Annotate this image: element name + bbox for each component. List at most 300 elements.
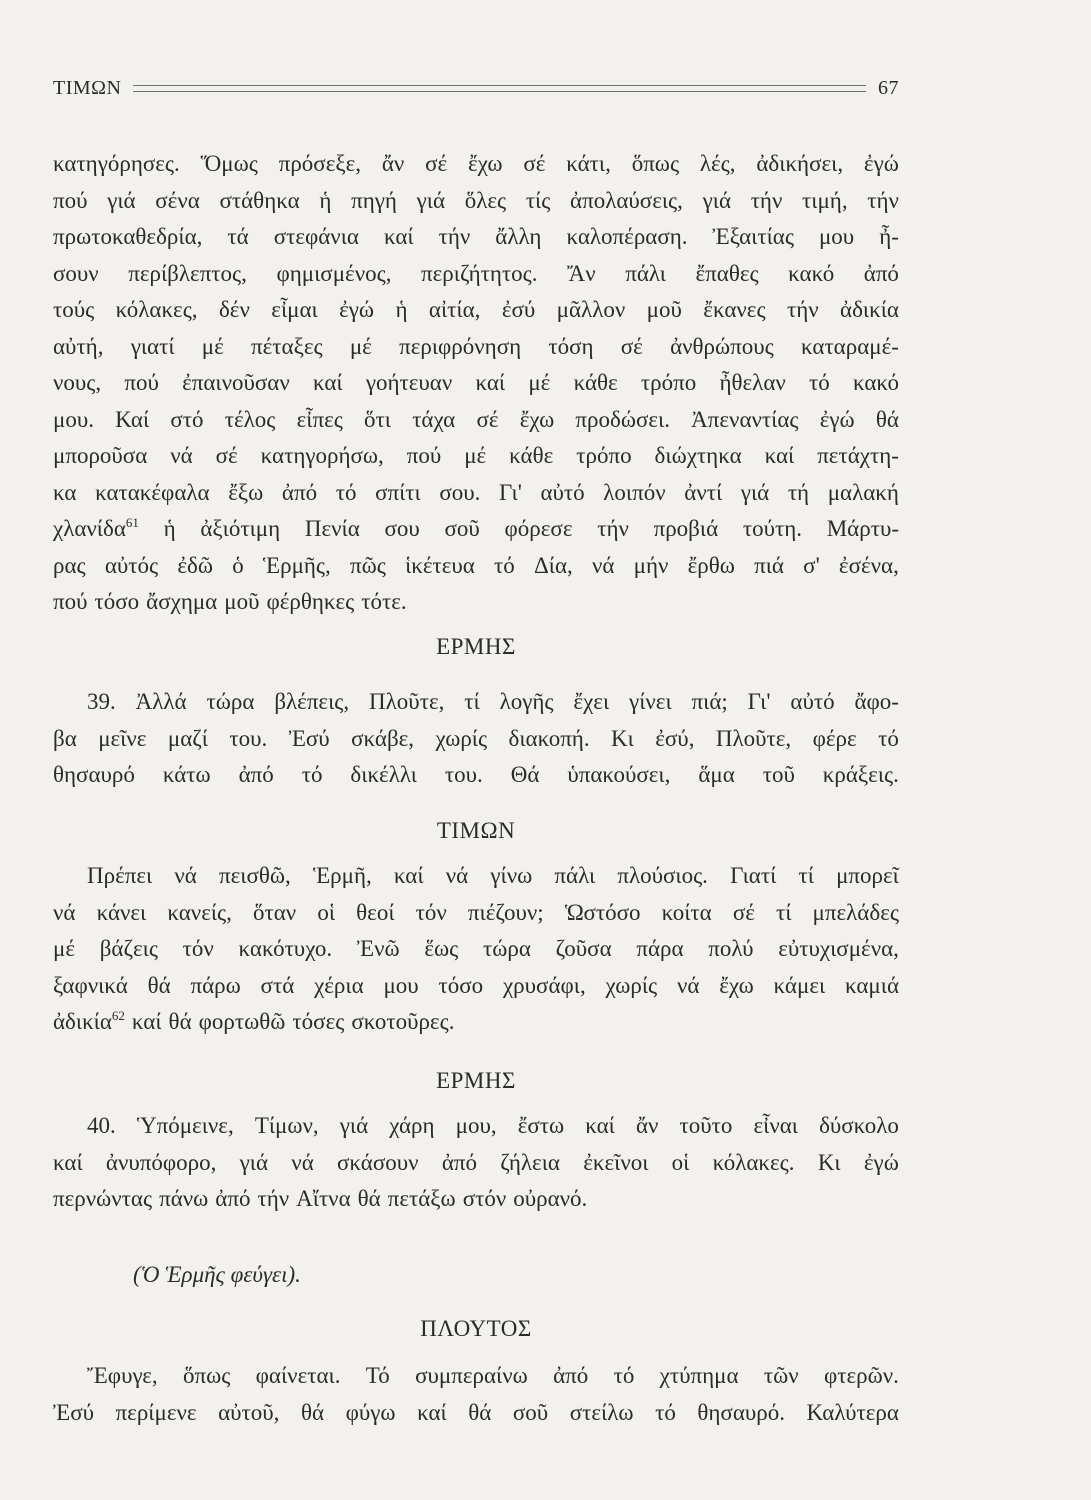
word: πεισθῶ, [219, 863, 291, 888]
word: μᾶλλον [556, 297, 626, 322]
word: καί [585, 1113, 615, 1138]
word: Ὑπόμεινε, [136, 1113, 234, 1138]
speaker-heading-timon: ΤΙΜΩΝ [436, 818, 516, 843]
word: πιά; [691, 689, 728, 714]
word: κάθε [509, 443, 554, 468]
word: πού [53, 589, 88, 614]
text-line [53, 183, 899, 220]
text-line [53, 1395, 899, 1432]
word: τά [227, 224, 249, 249]
word: τέλος [224, 406, 276, 432]
word: σέ [523, 151, 546, 176]
word: σέ [476, 406, 499, 432]
word: θά [168, 1009, 192, 1034]
text-line [53, 438, 899, 475]
word: ὅταν [253, 899, 297, 925]
speaker-heading-ploutos: ΠΛΟΥΤΟΣ [420, 1316, 532, 1341]
word: ἀξιότιμη [200, 516, 281, 541]
word: μπελάδες [812, 899, 899, 925]
word: χωρίς [435, 725, 488, 751]
stage-direction: (Ὁ Ἑρμῆς φεύγει). [133, 1262, 301, 1287]
word: ἀπό [281, 479, 318, 505]
word: καί [764, 443, 795, 468]
word: Ὅμως [200, 151, 258, 176]
word: θά [875, 406, 899, 432]
word: θησαυρό. [697, 1399, 785, 1425]
word: τρόπο [576, 443, 632, 468]
word: ἔρθω [687, 552, 735, 578]
word: φύγω [345, 1399, 396, 1425]
text-line [53, 548, 899, 585]
word: φημισμένος, [276, 260, 392, 286]
word: ἀντί [684, 479, 723, 505]
word: τότε. [361, 589, 407, 614]
word: καί [383, 224, 414, 249]
word: πλούσιος. [617, 863, 708, 888]
word: αὐτοῦ, [218, 1399, 280, 1425]
running-head [53, 74, 899, 102]
word: δικέλλι [350, 762, 417, 787]
word: Ἀλλά [135, 689, 187, 714]
word: πηγή [351, 187, 397, 213]
word: χωρίς [605, 972, 658, 998]
word: τί [464, 689, 480, 714]
word: τήν [257, 1186, 290, 1211]
word: Κι [611, 725, 634, 751]
word: κακότυχο. [238, 936, 333, 961]
word: ἡ [163, 516, 176, 541]
word: κατηγόρησες. [53, 151, 180, 176]
word: κατηγορήσω, [260, 443, 384, 468]
word: πρόσεξε, [278, 151, 362, 176]
word: ἀδικία [840, 297, 899, 322]
word: Ἐσύ [53, 1399, 94, 1425]
word: μοῦ [224, 589, 260, 614]
word: Ἄν [567, 260, 596, 286]
word: αὐτό [790, 689, 835, 714]
word: πετάχτη- [817, 443, 899, 468]
word: καμιά [844, 972, 899, 998]
word: οἱ [317, 899, 336, 925]
word: Καλύτερα [806, 1399, 899, 1425]
word: ὁ [232, 552, 244, 578]
word: τιμή, [802, 187, 848, 213]
word: νά [591, 552, 615, 578]
text-line [53, 1181, 899, 1218]
word: σοῦ [444, 516, 480, 541]
word: σένα [155, 187, 200, 213]
word: κοίτα [661, 899, 712, 925]
word: εἶπες [296, 406, 343, 432]
page-number: 67 [878, 76, 899, 99]
word: τίς [525, 187, 551, 213]
word: πού [124, 370, 159, 395]
word: ἀπολαύσεις, [570, 187, 683, 213]
word: μέ [201, 333, 224, 359]
word: σέ [732, 899, 755, 925]
word: ἐσένα, [838, 552, 899, 578]
word: στείλω [569, 1399, 634, 1425]
word: περιφρόνηση [399, 333, 522, 359]
word: τό [301, 762, 323, 787]
word: γοήτευαν [365, 370, 453, 395]
word: κακό [852, 370, 899, 395]
word: ἔχω [519, 406, 555, 432]
word: καταραμέ- [801, 333, 899, 359]
word: πιέζουν; [467, 899, 544, 925]
word: τόση [548, 333, 594, 359]
word: πέταξες [251, 333, 323, 359]
word: του. [229, 725, 268, 751]
word: μποροῦσα [53, 443, 148, 468]
word: σέ [215, 443, 238, 468]
word: τόν [415, 899, 447, 925]
word: ἄφο- [854, 689, 899, 714]
word: Γιατί [730, 863, 777, 888]
word: φαίνεται. [255, 1363, 341, 1388]
text-line [53, 757, 899, 794]
word: γιά [107, 187, 136, 213]
word: μέ [528, 370, 551, 395]
word: τούς [53, 297, 95, 322]
word: ὅλες [464, 187, 507, 213]
word: ἀπό [441, 1149, 477, 1175]
word: ἔχω [719, 972, 754, 998]
word: κόλακες. [712, 1149, 795, 1175]
word: χάρη [389, 1113, 435, 1138]
word: γίνει [629, 689, 672, 714]
word: γιά [740, 479, 770, 505]
word: Ἑρμῆ, [312, 863, 372, 888]
text-line [53, 858, 899, 895]
word: ἄν [381, 151, 405, 176]
word: μήν [633, 552, 669, 578]
word: τοῦ [762, 762, 795, 787]
text-line [53, 684, 899, 721]
text-line [53, 365, 899, 402]
word: πάνω [159, 1186, 209, 1211]
word: ρας [53, 552, 86, 578]
word: καί [312, 370, 343, 395]
word: θά [147, 972, 171, 998]
word: ξαφνικά [53, 972, 128, 998]
word: ἄν [635, 1113, 659, 1138]
word: τόσες [292, 1009, 345, 1034]
word: Ἐξαιτίας [712, 224, 794, 249]
word: γιά [339, 1113, 369, 1138]
word: σ' [803, 552, 820, 578]
word: νά [676, 972, 700, 998]
word: τήν [867, 187, 899, 213]
word: Ἔφυγε, [87, 1363, 158, 1388]
word: μέ [349, 333, 372, 359]
word: ζήλεια [500, 1149, 560, 1175]
text-block-5 [53, 1358, 899, 1431]
text-line [53, 721, 899, 758]
word: ἀνθρώπους [670, 333, 774, 359]
word: στό [170, 406, 204, 432]
word: ὅπως [182, 1363, 231, 1388]
word: μου, [455, 1113, 497, 1138]
word: Κι [817, 1149, 841, 1175]
word: ὅπως [631, 151, 680, 176]
text-block-1 [53, 146, 899, 621]
word: οὐρανό. [513, 1186, 588, 1211]
speaker-heading-hermes: ΕΡΜΗΣ [436, 634, 516, 659]
word: Ἀπεναντίας [691, 406, 799, 432]
word: ἐγώ [863, 1149, 899, 1175]
word: σκοτοῦρες. [351, 1009, 455, 1034]
word: περίμενε [115, 1399, 197, 1425]
text-line [53, 329, 899, 366]
word: λές, [699, 151, 736, 176]
word: ἔχω [468, 151, 503, 176]
word: Καί [115, 406, 150, 432]
word: αἰτία, [428, 297, 481, 322]
text-line [53, 146, 899, 183]
word: ἀπό [215, 1186, 251, 1211]
word: Δία, [534, 552, 573, 578]
word: τήν [750, 187, 783, 213]
word: καί [417, 1399, 447, 1425]
word: ἐσύ, [655, 725, 695, 751]
word: συμπεραίνω [415, 1363, 528, 1388]
word: τί [776, 899, 792, 925]
word: ἔκανες [703, 297, 766, 322]
text-line [53, 511, 899, 548]
text-line [53, 1108, 899, 1145]
word: ἡ [319, 187, 332, 213]
word: ἔστω [517, 1113, 565, 1138]
word: τόσο [438, 972, 484, 998]
word: κράξεις. [822, 762, 899, 787]
word: νά [174, 863, 197, 888]
word: τήν [438, 224, 471, 249]
word: κάμει [773, 972, 826, 998]
word: τρόπο [640, 370, 697, 395]
text-line [53, 475, 899, 512]
word: δύσκολο [819, 1113, 899, 1138]
word: διακοπή. [508, 725, 590, 751]
word: σέ [620, 333, 643, 359]
word: τί [798, 863, 814, 888]
word: πάλι [554, 863, 596, 888]
word: Πρέπει [87, 863, 153, 888]
word: τήν [786, 297, 819, 322]
word: κάθε [573, 370, 618, 395]
word: κακό [788, 260, 835, 286]
text-line [53, 219, 899, 256]
word: Πενία [304, 516, 360, 541]
footnote-ref: 61 [125, 515, 139, 530]
word: τόσο [94, 589, 140, 614]
word: μέ [53, 936, 75, 961]
word: κα [53, 479, 77, 505]
word: στά [260, 972, 295, 998]
word: ἀπό [238, 762, 274, 787]
word: τούτη. [742, 516, 802, 541]
word: καί [53, 1149, 83, 1175]
word: Ἐσύ [288, 725, 330, 751]
word: φορτωθῶ [198, 1009, 286, 1034]
footnote-ref: 62 [111, 1008, 125, 1023]
word: φέρθηκες [266, 589, 355, 614]
word: πῶς [350, 552, 386, 578]
word: προβιά [653, 516, 719, 541]
word: κόλακες, [115, 297, 198, 322]
word: ἐγώ [339, 297, 375, 322]
word: περνώντας [53, 1186, 153, 1211]
word: μαλακή [827, 479, 899, 505]
word: φτερῶν. [823, 1363, 899, 1388]
word: ζοῦσα [555, 936, 612, 961]
word: Τίμων, [254, 1113, 319, 1138]
word: δέν [218, 297, 250, 322]
word: πολύ [708, 936, 754, 961]
word: τόν [182, 936, 214, 961]
word: περιζήτητος. [421, 260, 538, 286]
word: θά [300, 1399, 325, 1425]
word: μου. [53, 406, 94, 432]
word: τό [613, 1363, 635, 1388]
word: αὐτό [540, 479, 585, 505]
word: φόρεσε [504, 516, 573, 541]
word: ἦ- [879, 224, 899, 249]
word: σου [384, 516, 420, 541]
word: αὐτός [104, 552, 159, 578]
word: λοιπόν [603, 479, 666, 505]
word: θεοί [356, 899, 395, 925]
word: στάθηκα [219, 187, 300, 213]
word: τό [809, 370, 830, 395]
word: πάρα [636, 936, 684, 961]
text-line [53, 968, 899, 1005]
word: διώχτηκα [654, 443, 742, 468]
word: στεφάνια [273, 224, 359, 249]
word: ἔπαθες [695, 260, 759, 286]
word: γιατί [130, 333, 175, 359]
word: λογῆς [499, 689, 554, 714]
word: χτύπημα [659, 1363, 739, 1388]
word: ἄλλη [495, 224, 542, 249]
word: ὑπακούσει, [567, 762, 671, 787]
word: σέ [425, 151, 448, 176]
word: Θά [510, 762, 540, 787]
word: ἐγώ [863, 151, 899, 176]
word: πού [53, 187, 88, 213]
word: γιά [702, 187, 731, 213]
word: πού [406, 443, 442, 468]
word: ἅμα [698, 762, 735, 787]
word: 40. [87, 1113, 116, 1138]
word: γιά [416, 187, 446, 213]
word: γίνω [490, 863, 533, 888]
word: χρυσάφι, [502, 972, 586, 998]
word: μεῖνε [98, 725, 147, 751]
word: στόν [462, 1186, 507, 1211]
word: ἐγώ [819, 406, 855, 432]
word: σοῦ [512, 1399, 549, 1425]
word: εὐτυχισμένα, [778, 936, 899, 961]
word: τό [878, 725, 899, 751]
word: ἀδικήσει, [756, 151, 844, 176]
word: νά [445, 863, 469, 888]
word: πρωτοκαθεδρία, [53, 224, 203, 249]
word: νά [53, 899, 76, 925]
word: Μάρτυ- [826, 516, 899, 541]
word: Τό [365, 1363, 390, 1388]
word: περίβλεπτος, [128, 260, 247, 286]
word: σκάβε, [351, 725, 415, 751]
word: σπίτι [375, 479, 421, 505]
word: Αἴτνα [296, 1186, 351, 1211]
word: ἕως [424, 936, 459, 961]
word: καί [393, 863, 424, 888]
word: μου [818, 224, 855, 249]
word: Ὡστόσο [564, 899, 641, 925]
word: νους, [53, 370, 102, 395]
word: θά [357, 1186, 381, 1211]
word: Γι' [499, 479, 522, 505]
word: ἱκέτευα [405, 552, 475, 578]
text-line [53, 1004, 899, 1041]
word: χέρια [314, 972, 364, 998]
word: κανείς, [167, 899, 232, 925]
word: εἶμαι [271, 297, 318, 322]
running-head-rule [133, 85, 866, 92]
word: του. [444, 762, 483, 787]
text-line [53, 895, 899, 932]
word: τώρα [206, 689, 255, 714]
word: ἔξω [228, 479, 264, 505]
word: θησαυρό [53, 762, 135, 787]
word: ἐσύ [501, 297, 536, 322]
word: ἡ [395, 297, 408, 322]
word: οἱ [671, 1149, 690, 1175]
word: πάλι [625, 260, 666, 286]
word: κάτι, [566, 151, 611, 176]
word: σκάσουν [337, 1149, 419, 1175]
word: ὅτι [364, 406, 391, 432]
text-line [53, 402, 899, 439]
text-block-2 [53, 684, 899, 794]
word: μαζί [167, 725, 208, 751]
word: ἔχει [573, 689, 610, 714]
text-block-3 [53, 858, 899, 1041]
word: Πλοῦτε, [715, 725, 792, 751]
word: γιά [239, 1149, 269, 1175]
word: μου [383, 972, 419, 998]
word: Ἑρμῆς, [262, 552, 331, 578]
word: ἀπό [863, 260, 899, 286]
text-line [53, 584, 899, 621]
word: νά [170, 443, 193, 468]
word: εἶναι [753, 1113, 798, 1138]
word: βάζεις [99, 936, 158, 961]
word: μπορεῖ [836, 863, 899, 888]
word: πετάξω [387, 1186, 456, 1211]
word: πάρω [190, 972, 241, 998]
word: Πλοῦτε, [369, 689, 445, 714]
word: ἀδικία$^{62}$ [53, 1008, 125, 1034]
word: καί [131, 1009, 162, 1034]
word: τό [494, 552, 515, 578]
word: μοῦ [646, 297, 682, 322]
word: πιά [754, 552, 784, 578]
word: φέρε [812, 725, 857, 751]
word: τῶν [763, 1363, 799, 1388]
word: τή [787, 479, 810, 505]
